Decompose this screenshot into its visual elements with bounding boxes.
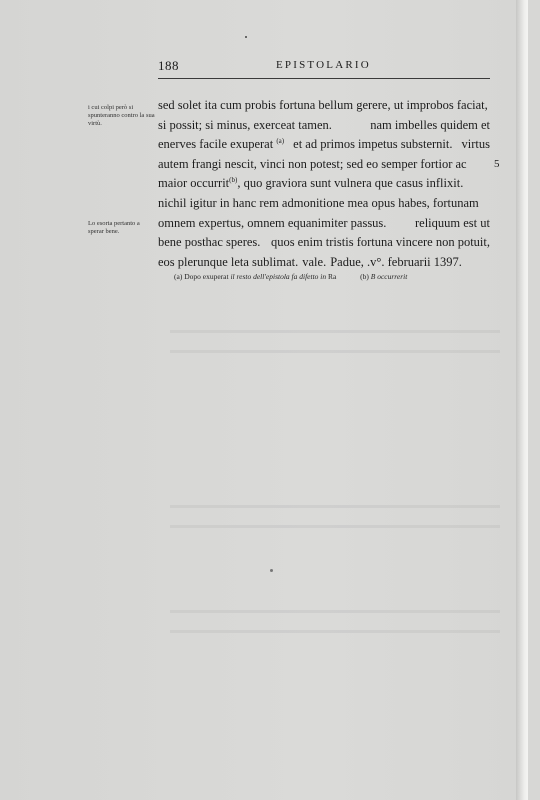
footnote-b (360, 272, 407, 281)
text-segment: bene posthac speres. (158, 235, 261, 250)
running-title: EPISTOLARIO (276, 59, 371, 71)
letter-text (158, 96, 490, 272)
bleedthrough-line (170, 350, 500, 353)
text-segment: nichil igitur in hanc rem admonitione mea opus habes, fortunam (158, 195, 479, 210)
text-segment: Padue, .v°. februarii 1397. (330, 254, 462, 269)
page-edge (516, 0, 528, 800)
text-line-8 (158, 233, 490, 253)
text-segment: eos plerunque leta sublimat. (158, 254, 299, 269)
footnote-b-text: B occurrerit (370, 272, 408, 281)
text-line-6 (158, 194, 490, 214)
footnote-a-label: (a) (174, 272, 183, 281)
text-segment: si possit; si minus, exerceat tamen. (158, 117, 332, 132)
bleedthrough-line (170, 525, 500, 528)
text-segment: sed solet ita cum probis fortuna bellum gerere, ut improbos faciat, (158, 98, 488, 112)
line-number-marker: 5 (494, 158, 500, 170)
footnote-a (174, 272, 338, 281)
text-segment (158, 135, 284, 155)
text-line-4 (158, 155, 490, 175)
text-segment: reliquum est ut (415, 215, 490, 230)
footnote-b-label: (b) (360, 272, 369, 281)
text-segment: nam imbelles quidem et (370, 117, 490, 132)
text-segment: et ad primos impetus substernit. (293, 137, 453, 152)
margin-note-2: Lo esorta pertanto a sperar bene. (88, 220, 140, 235)
footnote-ref-a: (a) (276, 137, 285, 146)
text-line-2 (158, 116, 490, 136)
bleedthrough-line (170, 630, 500, 633)
margin-note-1: i cui colpi però si spunteranno contro la sua virtù. (88, 104, 155, 127)
bleedthrough-line (170, 610, 500, 613)
bleedthrough-line (170, 505, 500, 508)
text-segment: omnem expertus, omnem equanimiter passus. (158, 215, 387, 230)
text-segment (158, 174, 463, 194)
text-line-5 (158, 174, 490, 194)
text-segment: maior occurrit (158, 176, 230, 191)
ink-mark (270, 569, 273, 572)
page-number: 188 (158, 58, 179, 73)
text-line-9 (158, 253, 490, 273)
bleedthrough-line (170, 330, 500, 333)
footnote-ref-b: (b) (229, 176, 238, 185)
footnote-a-italic: il resto dell'epistola fa difetto in (230, 272, 327, 281)
footnotes (174, 272, 407, 281)
footnote-a-roman: Dopo exuperat (184, 272, 229, 281)
text-segment: vale. (302, 254, 327, 269)
page-header (158, 58, 490, 79)
footnote-a-end: Ra (328, 272, 337, 281)
text-segment: virtus (461, 137, 490, 152)
text-segment: quos enim tristis fortuna vincere non potuit, (270, 235, 490, 250)
ink-speck (245, 36, 247, 38)
text-segment: enerves facile exuperat (158, 137, 274, 152)
text-line-1 (158, 96, 490, 116)
text-segment: autem frangi nescit, vinci non potest; sed eo semper fortior ac (158, 156, 467, 171)
text-line-7 (158, 214, 490, 234)
text-line-3 (158, 135, 490, 155)
text-segment: , quo graviora sunt vulnera que casus inflixit. (237, 176, 464, 191)
